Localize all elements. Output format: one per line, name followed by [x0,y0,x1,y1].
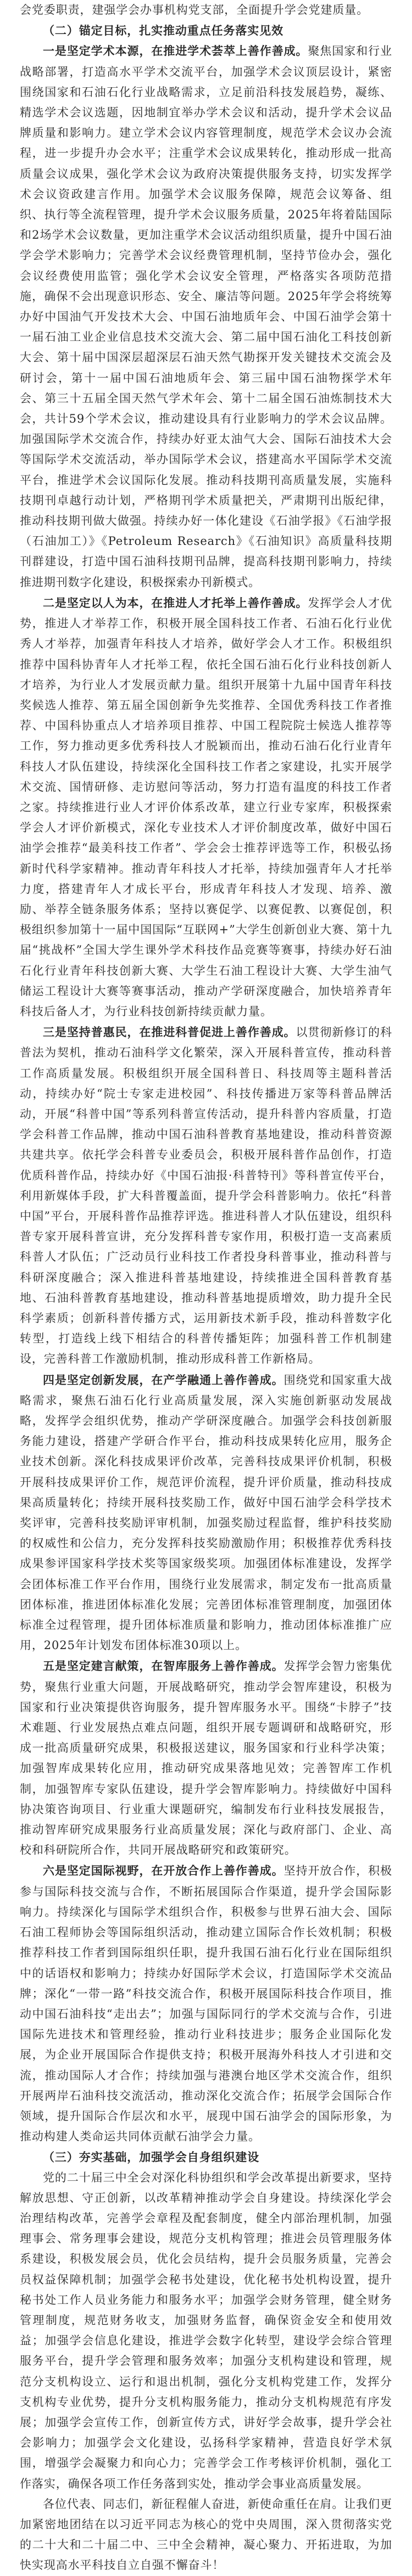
paragraph-lead: 六是坚定国际视野，在开放合作上善作善成。 [43,1864,284,1878]
closing-paragraph: 各位代表、同志们，新征程催人奋进，新使命重任在肩。让我们更加紧密地团结在以习近平同志为核心的党中央周围，深入贯彻落实党的二十大和二十届二中、三中全会精神，凝心聚力、开拓进取，为加快实现高水平科技自立自强不懈奋斗！ [20,2497,392,2572]
paragraph-think-tank [20,1656,392,1860]
paragraph-lead: 五是坚定建言献策，在智库服务上善作善成。 [43,1659,284,1673]
paragraph-international [20,1860,392,2147]
paragraph-body: 发挥学会人才优势，推进人才举荐工作，积极开展全国科技工作者、石油石化行业优秀人才举荐，加强青年科技人才培养，做好学会人才工作。积极组织推荐中国科协青年人才托举工程，依托全国石油石化行业科技创新人才培养，为行业人才发展贡献力量。组织开展第十九届中国青年科技奖候选人推荐、第五届全国创新争先奖推荐、全国优秀科技工作者推荐、中国科协重点人才培养项目推荐、中国工程院院士候选人推荐等工作，努力推动更多优秀科技人才脱颖而出，推动石油石化行业青年科技人才队伍建设，持续深化全国科技工作者之家建设，扎实开展学术交流、国情研修、走访慰问等活动，努力打造有温度的科技工作者之家。持续推进行业人才评价体系改革，建立行业专家库，积极探索学会人才评价新模式，深化专业技术人才评价制度改革，做好中国石油学会推荐“最美科技工作者”、学会会士推荐评选等工作，积极弘扬新时代科学家精神。推动青年科技人才托举，持续加强青年人才托举力度，搭建青年人才成长平台，形成青年科技人才发现、培养、激励、举荐全链条服务体系；坚持以赛促学、以赛促教、以赛促创，积极组织参加第十一届中国国际“互联网+”大学生创新创业大赛、第十九届“挑战杯”全国大学生课外学术科技作品竞赛等赛事，持续办好石油石化行业青年科技创新大赛、大学生石油工程设计大赛、大学生油气储运工程设计大赛等赛事活动，推动产学研深度融合，加快培养青年科技后备人才，为行业科技创新持续贡献力量。 [20,596,392,1018]
paragraph-academic-exchange [20,41,392,592]
paragraph-lead: 四是坚定创新发展，在产学融通上善作善成。 [43,1373,284,1387]
section-3-heading: （三）夯实基础，加强学会自身组织建设 [43,2150,260,2164]
paragraph-body: 以贯彻新修订的科普法为契机，推动石油科学文化繁荣，深入开展科普宣传，推动科普工作高质量发展。积极组织开展全国科普日、科技周等主题科普活动，持续办好“院士专家走进校园”、科技传播进万家等科普品牌活动，开展“科普中国”等系列科普宣传活动，提升科普内容质量，打造学会科普工作品牌，推动中国石油科普教育基地建设，推动科普资源共建共享。依托学会科普专业委员会，积极开展科普作品创作，打造优质科普作品，持续办好《中国石油报·科普特刊》等科普宣传平台，利用新媒体手段，扩大科普覆盖面，提升学会科普影响力。依托“科普中国”平台，开展科普作品推荐评选。推进科普人才队伍建设，组织科普专家开展科普宣讲，充分发挥科普专家作用，积极打造一支高素质科普人才队伍；广泛动员行业科技工作者投身科普事业，推动科普与科研深度融合；深入推进科普基地建设，持续推进全国科普教育基地、石油科普教育基地建设，推动科普基地提质增效，助力提升全民科学素质；创新科普传播方式，运用新技术新手段，推动科普数字化转型，打造线上线下相结合的科普传播矩阵；加强科普工作机制建设，完善科普工作激励机制，推动形成科普工作新格局。 [20,1026,393,1366]
paragraph-body: 聚焦国家和行业战略部署，打造高水平学术交流平台，加强学术会议顶层设计，紧密围绕国家和石油石化行业战略需求，立足前沿科技发展趋势，凝练、精选学术会议选题，因地制宜举办学术会议和活动，提升学术会议品牌质量和影响力。建立学术会议内容管理制度，规范学术会议办会流程，进一步提升办会水平；注重学术会议成果转化，推动形成一批高质量会议成果，强化学术会议为政府决策提供服务支持，切实发挥学术会议资政建言作用。加强学术会议服务保障，规范会议筹备、组织、执行等全流程管理，提升学术会议服务质量，2025年将着陆国际和2场学术会议数量，更加注重学术会议活动组织质量，提升中国石油学会学术影响力；完善学术会议经费管理机制，坚持节俭办会，强化会议经费使用监管；强化学术会议安全管理，严格落实各项防范措施，确保不会出现意识形态、安全、廉洁等问题。2025年学会将统筹办好中国油气开发技术大会、中国石油地质年会、中国石油学会第十一届石油工业企业信息技术交流大会、第二届中国石油化工科技创新大会、第十届中国深层超深层石油天然气勘探开发关键技术交流会及研讨会，第十一届中国石油地质年会、第三届中国石油物探学术年会、第三十五届全国天然气学术年会、第十二届全国石油炼制技术大会，共计59个学术会议，推动建设具有行业影响力的学术会议品牌。加强国际学术交流合作，持续办好亚太油气大会、国际石油技术大会等国际学术交流活动，举办国际学术会议，搭建高水平国际学术交流平台，推进学术会议国际化发展。推动科技期刊高质量发展，实施科技期刊卓越行动计划，严格期刊学术质量把关，严肃期刊出版纪律，推动科技期刊做大做强。持续办好一体化建设《石油学报》《石油学报（石油加工）》《Petroleum Research》《石油知识》高质量科技期刊群建设，打造中国石油科技期刊品牌，提高科技期刊影响力，持续推进期刊数字化建设，积极探索办刊新模式。 [20,44,392,589]
paragraph-body: 围绕党和国家重大战略需求，聚焦石油石化行业高质量发展，深入实施创新驱动发展战略，发挥学会组织优势，推动产学研深度融合。加强学会科技创新服务能力建设，搭建产学研合作平台，推动科技成果转化应用，服务企业技术创新。深化科技成果评价改革，完善科技成果评价机制，积极开展科技成果评价工作，规范评价流程，提升评价质量，推动科技成果高质量转化；持续开展科技奖励工作，做好中国石油学会科学技术奖评审，完善科技奖励评审机制，加强奖励过程监督，维护科技奖励的权威性和公信力，充分发挥科技奖励激励作用；积极推荐优秀科技成果参评国家科学技术奖等国家级奖项。加强团体标准建设，发挥学会团体标准工作平台作用，围绕行业发展需求，制定发布一批高质量团体标准，推进团体标准化发展；完善团体标准管理制度，加强团体标准全过程管理，提升团体标准质量和影响力，推动团体标准推广应用，2025年计划发布团体标准30项以上。 [20,1373,392,1652]
paragraph-innovation [20,1370,392,1656]
paragraph-lead: 一是坚定学术本源，在推进学术荟萃上善作善成。 [43,44,308,58]
paragraph-lead: 二是坚定以人为本，在推进人才托举上善作善成。 [43,595,308,610]
paragraph-organization: 党的二十届三中全会对深化科协组织和学会改革提出新要求，坚持解放思想、守正创新，以改革精神推动学会自身建设。持续深化学会治理结构改革，完善学会章程及配套制度，健全内部治理机制，加强理事会、常务理事会建设，规范分支机构管理；推进会员管理服务体系建设，积极发展会员，优化会员结构，提升会员服务质量，完善会员权益保障机制；加强学会秘书处建设，优化秘书处机构设置，提升秘书处工作人员业务能力和服务水平；加强学会财务管理，健全财务管理制度，规范财务收支，加强财务监督，确保资金安全和使用效益；加强学会信息化建设，推进学会数字化转型，建设学会综合管理服务平台，提升学会管理和服务效率；加强分支机构建设和管理，规范分支机构设立、运行和退出机制，强化分支机构党建工作，发挥分支机构专业优势，提升分支机构服务能力，推动分支机构规范有序发展；加强学会宣传工作，创新宣传方式，讲好学会故事，提升学会社会影响力；加强学会文化建设，弘扬科学家精神，营造良好学术氛围，增强学会凝聚力和向心力；完善学会工作考核评价机制，强化工作落实，确保各项工作任务落到实处，推动学会事业高质量发展。 [20,2170,392,2490]
intro-tail-paragraph: 会党委职责，建强学会办事机构党支部，全面提升学会党建质量。 [20,3,369,16]
section-2-heading: （二）锚定目标，扎实推动重点任务落实见效 [43,24,283,38]
paragraph-lead: 三是坚持普惠民，在推进科普促进上善作善成。 [43,1025,296,1039]
paragraph-body: 发挥学会智力密集优势，聚焦行业重大问题，开展战略研究，推动学会智库建设，积极为国家和行业决策提供咨询服务，提升智库服务水平。围绕“卡脖子”技术难题、行业发展热点难点问题，组织开展专题调研和战略研究，形成一批高质量研究成果，积极报送建议，服务国家和行业科学决策；加强智库成果转化应用，推动研究成果落地见效；完善智库工作机制，加强智库专家队伍建设，提升学会智库影响力。持续做好中国科协决策咨询项目、行业重大课题研究，编制发布行业科技发展报告，推动智库研究成果服务行业高质量发展；深化与政府部门、企业、高校和科研院所合作，共同开展战略研究和政策研究。 [20,1660,392,1857]
paragraph-talent [20,593,392,1022]
paragraph-body: 坚持开放合作，积极参与国际科技交流与合作，不断拓展国际合作渠道，提升学会国际影响力。持续深化与国际学术组织合作，积极参与世界石油大会、国际石油工程师协会等国际组织活动，推动建立国际合作长效机制；积极推荐科技工作者到国际组织任职，提升我国石油石化行业在国际组织中的话语权和影响力；持续办好国际学术会议，打造国际学术交流品牌；深化“一带一路”科技交流合作，积极开展国际科技合作项目，推动中国石油科技“走出去”；加强与国际同行的学术交流与合作，引进国际先进技术和管理经验，推动行业科技进步；服务企业国际化发展，为企业开展国际合作提供支持；积极开展海外科技人才引进和交流，推动国际人才合作；持续加强与港澳台地区学术交流合作，组织开展两岸石油科技交流活动，推动深化交流合作；拓展学会国际合作领域，提升国际合作层次和水平，展现中国石油学会的国际形象，为推动构建人类命运共同体贡献石油学会力量。 [20,1864,392,2144]
paragraph-science-popularization [20,1022,392,1369]
